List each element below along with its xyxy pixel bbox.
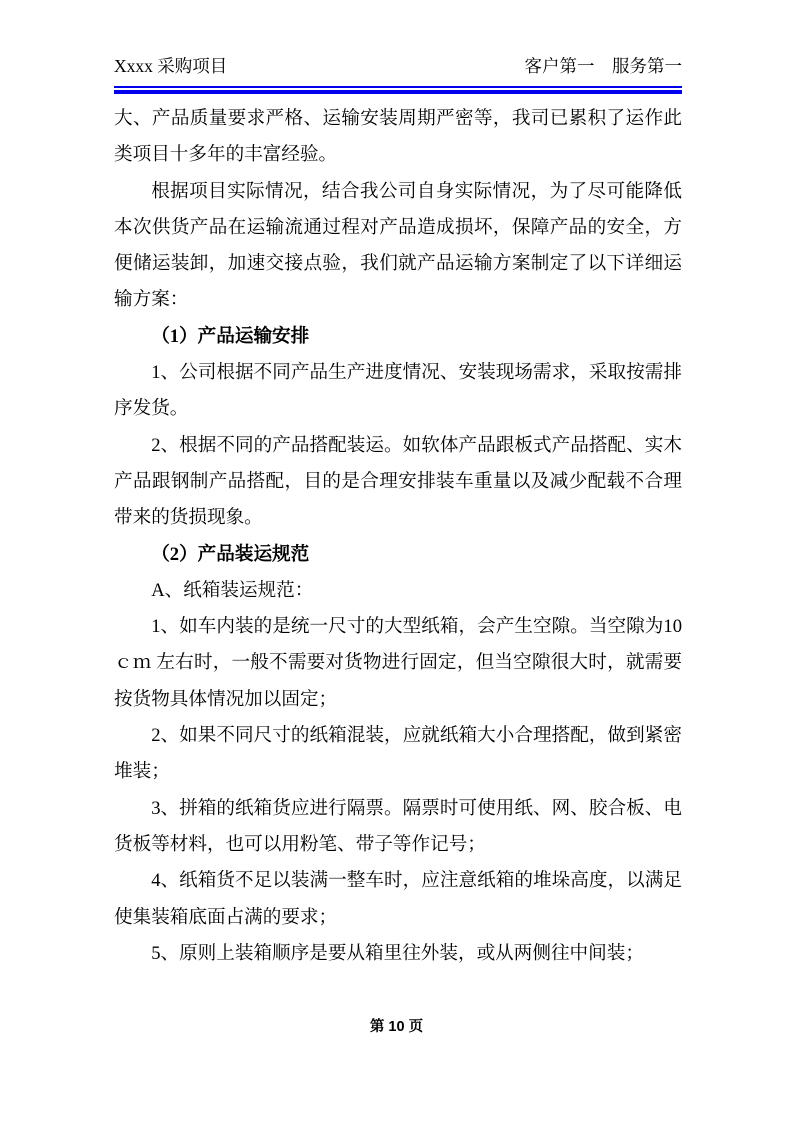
page-footer bbox=[0, 1018, 793, 1036]
page-number: 第 10 页 bbox=[369, 1019, 424, 1035]
paragraph-carton-rule-4: 4、纸箱货不足以装满一整车时，应注意纸箱的堆垛高度，以满足使集装箱底面占满的要求； bbox=[114, 870, 682, 928]
section-heading-loading-standards: （2）产品装运规范 bbox=[151, 543, 310, 565]
section-heading-transport-arrangement: （1）产品运输安排 bbox=[151, 325, 310, 347]
header-divider-rule bbox=[114, 86, 682, 94]
page-header bbox=[114, 0, 682, 94]
paragraph-carton-rule-1: 1、如车内装的是统一尺寸的大型纸箱，会产生空隙。当空隙为10ｃｍ 左右时，一般不需要对货物进行固定，但当空隙很大时，就需要按货物具体情况加以固定； bbox=[114, 616, 682, 710]
paragraph-continuation: 大、产品质量要求严格、运输安装周期严密等，我司已累积了运作此类项目十多年的丰富经验。 bbox=[114, 108, 682, 166]
header-text-row bbox=[114, 0, 682, 75]
document-body bbox=[114, 101, 682, 972]
header-slogan: 客户第一 服务第一 bbox=[524, 56, 682, 76]
header-project-title: Xxxx 采购项目 bbox=[114, 56, 228, 76]
paragraph-subsection-a: A、纸箱装运规范： bbox=[151, 579, 314, 601]
paragraph-carton-rule-3: 3、拼箱的纸箱货应进行隔票。隔票时可使用纸、网、胶合板、电货板等材料，也可以用粉笔、带子等作记号； bbox=[114, 797, 682, 855]
paragraph-item-2: 2、根据不同的产品搭配装运。如软体产品跟板式产品搭配、实木产品跟钢制产品搭配，目的是合理安排装车重量以及减少配载不合理带来的货损现象。 bbox=[114, 434, 682, 529]
paragraph-item-1: 1、公司根据不同产品生产进度情况、安装现场需求，采取按需排序发货。 bbox=[114, 362, 682, 420]
paragraph-carton-rule-5: 5、原则上装箱顺序是要从箱里往外装，或从两侧往中间装； bbox=[151, 942, 644, 964]
paragraph-carton-rule-2: 2、如果不同尺寸的纸箱混装，应就纸箱大小合理搭配，做到紧密堆装； bbox=[114, 725, 682, 783]
paragraph-intro: 根据项目实际情况，结合我公司自身实际情况，为了尽可能降低本次供货产品在运输流通过程对产品造成损坏，保障产品的安全，方便储运装卸，加速交接点验，我们就产品运输方案制定了以下详细运输方案： bbox=[114, 180, 682, 311]
